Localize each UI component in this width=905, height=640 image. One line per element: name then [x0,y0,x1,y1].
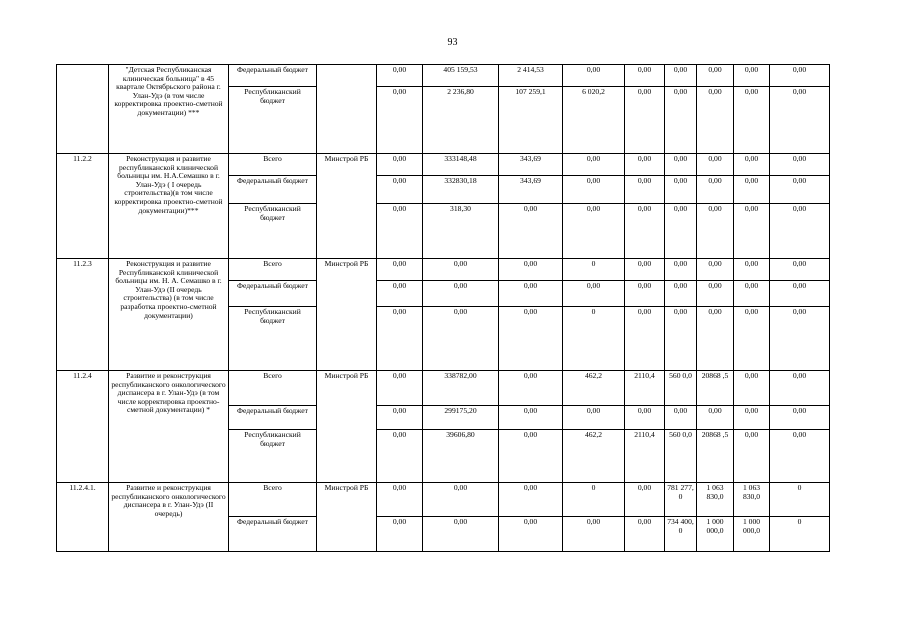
value-cell: 1 063 830,0 [697,483,734,517]
budget-table [56,64,830,552]
value-cell: 2 414,53 [499,65,563,87]
value-cell: 0,00 [563,204,625,259]
value-cell: 0,00 [665,87,697,154]
item-code-cell [57,65,109,154]
item-code-cell: 11.2.4 [57,371,109,483]
value-cell: 0,00 [697,204,734,259]
value-cell: 781 277, 0 [665,483,697,517]
table-row [57,483,830,517]
funding-source-cell: Всего [229,483,317,517]
funding-source-cell: Федеральный бюджет [229,517,317,552]
value-cell: 343,69 [499,176,563,204]
value-cell: 0,00 [499,406,563,430]
value-cell: 0,00 [563,517,625,552]
value-cell: 1 000 000,0 [697,517,734,552]
value-cell: 0,00 [770,65,830,87]
value-cell: 0,00 [625,517,665,552]
value-cell: 0,00 [377,517,423,552]
value-cell: 0,00 [625,406,665,430]
value-cell: 299175,20 [423,406,499,430]
value-cell: 0,00 [423,281,499,307]
value-cell: 0,00 [734,87,770,154]
value-cell: 0,00 [499,483,563,517]
value-cell: 39606,80 [423,430,499,483]
value-cell: 107 259,1 [499,87,563,154]
value-cell: 0,00 [625,65,665,87]
item-code-cell: 11.2.2 [57,154,109,259]
value-cell: 2 236,80 [423,87,499,154]
value-cell: 0,00 [734,154,770,176]
funding-source-cell: Республиканский бюджет [229,307,317,371]
value-cell: 0,00 [665,204,697,259]
value-cell: 0,00 [377,259,423,281]
executor-cell: Минстрой РБ [317,259,377,371]
executor-cell [317,65,377,154]
value-cell: 0,00 [770,371,830,406]
value-cell: 338782,00 [423,371,499,406]
value-cell: 0,00 [665,65,697,87]
value-cell: 462,2 [563,430,625,483]
value-cell: 0,00 [625,154,665,176]
value-cell: 0,00 [770,204,830,259]
value-cell: 0,00 [734,430,770,483]
value-cell: 0,00 [734,204,770,259]
value-cell: 0,00 [423,259,499,281]
value-cell: 734 400, 0 [665,517,697,552]
table-row [57,154,830,176]
value-cell: 0,00 [377,281,423,307]
value-cell: 0,00 [697,176,734,204]
value-cell: 0,00 [770,430,830,483]
executor-cell: Минстрой РБ [317,154,377,259]
value-cell: 0,00 [734,371,770,406]
value-cell: 343,69 [499,154,563,176]
value-cell: 0,00 [734,176,770,204]
value-cell: 0,00 [770,154,830,176]
value-cell: 2110,4 [625,371,665,406]
value-cell: 0,00 [734,406,770,430]
value-cell: 0,00 [665,406,697,430]
value-cell: 0,00 [625,204,665,259]
funding-source-cell: Республиканский бюджет [229,430,317,483]
value-cell: 0,00 [697,259,734,281]
funding-source-cell: Республиканский бюджет [229,204,317,259]
value-cell: 0,00 [377,430,423,483]
value-cell: 20868 ,5 [697,430,734,483]
value-cell: 0,00 [499,430,563,483]
value-cell: 0,00 [499,281,563,307]
value-cell: 0,00 [563,65,625,87]
value-cell: 0,00 [499,204,563,259]
value-cell: 1 063 830,0 [734,483,770,517]
value-cell: 0,00 [665,281,697,307]
value-cell: 0,00 [499,371,563,406]
value-cell: 405 159,53 [423,65,499,87]
item-code-cell: 11.2.4.1. [57,483,109,552]
value-cell: 0,00 [423,307,499,371]
value-cell: 0,00 [377,406,423,430]
table-row [57,371,830,406]
value-cell: 0,00 [770,87,830,154]
value-cell: 0,00 [377,307,423,371]
value-cell: 0 [770,517,830,552]
value-cell: 0,00 [734,259,770,281]
value-cell: 0,00 [770,307,830,371]
value-cell: 0,00 [563,176,625,204]
funding-source-cell: Федеральный бюджет [229,281,317,307]
value-cell: 0,00 [377,154,423,176]
executor-cell: Минстрой РБ [317,483,377,552]
item-name-cell: Реконструкция и развитие Республиканской клинической больницы им. Н. А. Семашко в г. Улан-Удэ (II очередь строительства) (в том числе разработка проектно-сметной документации) [109,259,229,371]
value-cell: 2110,4 [625,430,665,483]
value-cell: 0,00 [665,176,697,204]
value-cell: 0 [563,483,625,517]
value-cell: 0,00 [563,154,625,176]
value-cell: 1 000 000,0 [734,517,770,552]
value-cell: 0,00 [734,281,770,307]
table-row [57,65,830,87]
value-cell: 0,00 [563,406,625,430]
value-cell: 0,00 [770,176,830,204]
value-cell: 0,00 [423,483,499,517]
table-row [57,259,830,281]
funding-source-cell: Всего [229,371,317,406]
value-cell: 0,00 [697,281,734,307]
value-cell: 318,30 [423,204,499,259]
value-cell: 0 [770,483,830,517]
value-cell: 0,00 [697,87,734,154]
value-cell: 0,00 [770,259,830,281]
funding-source-cell: Федеральный бюджет [229,176,317,204]
funding-source-cell: Федеральный бюджет [229,406,317,430]
value-cell: 0,00 [665,307,697,371]
value-cell: 0,00 [377,483,423,517]
value-cell: 0,00 [734,307,770,371]
value-cell: 0,00 [563,281,625,307]
value-cell: 560 0,0 [665,371,697,406]
value-cell: 0,00 [377,65,423,87]
funding-source-cell: Всего [229,259,317,281]
value-cell: 0,00 [625,307,665,371]
item-name-cell: Реконструкция и развитие республиканской клинической больницы им. Н.А.Семашко в г. Улан-Удэ ( I очередь строительства)(в том числе корректировка проектно-сметной документации)*** [109,154,229,259]
value-cell: 0,00 [770,281,830,307]
value-cell: 0,00 [377,204,423,259]
value-cell: 0,00 [377,371,423,406]
value-cell: 0,00 [697,65,734,87]
item-name-cell: Развитие и реконструкция республиканского онкологического диспансера в г. Улан-Удэ (в том числе корректировка проектно-сметной документации) * [109,371,229,483]
value-cell: 0,00 [665,154,697,176]
value-cell: 560 0,0 [665,430,697,483]
funding-source-cell: Федеральный бюджет [229,65,317,87]
executor-cell: Минстрой РБ [317,371,377,483]
funding-source-cell: Всего [229,154,317,176]
page-number: 93 [447,37,458,48]
value-cell: 0,00 [697,154,734,176]
funding-source-cell: Республиканский бюджет [229,87,317,154]
value-cell: 462,2 [563,371,625,406]
value-cell: 0 [563,259,625,281]
value-cell: 6 020,2 [563,87,625,154]
value-cell: 0 [563,307,625,371]
value-cell: 0,00 [499,517,563,552]
value-cell: 0,00 [625,259,665,281]
value-cell: 0,00 [625,176,665,204]
value-cell: 0,00 [499,307,563,371]
item-code-cell: 11.2.3 [57,259,109,371]
value-cell: 0,00 [665,259,697,281]
value-cell: 20868 ,5 [697,371,734,406]
value-cell: 0,00 [377,176,423,204]
value-cell: 0,00 [625,87,665,154]
value-cell: 0,00 [697,307,734,371]
value-cell: 0,00 [377,87,423,154]
item-name-cell: "Детская Республиканская клиническая больница" в 45 квартале Октябрьского района г. Улан-Удэ (в том числе корректировка проектно-сметной документации) *** [109,65,229,154]
item-name-cell: Развитие и реконструкция республиканского онкологического диспансера в г. Улан-Удэ (II очередь) [109,483,229,552]
value-cell: 0,00 [625,483,665,517]
value-cell: 333148,48 [423,154,499,176]
value-cell: 0,00 [697,406,734,430]
value-cell: 0,00 [499,259,563,281]
value-cell: 332830,18 [423,176,499,204]
value-cell: 0,00 [734,65,770,87]
value-cell: 0,00 [625,281,665,307]
value-cell: 0,00 [770,406,830,430]
value-cell: 0,00 [423,517,499,552]
